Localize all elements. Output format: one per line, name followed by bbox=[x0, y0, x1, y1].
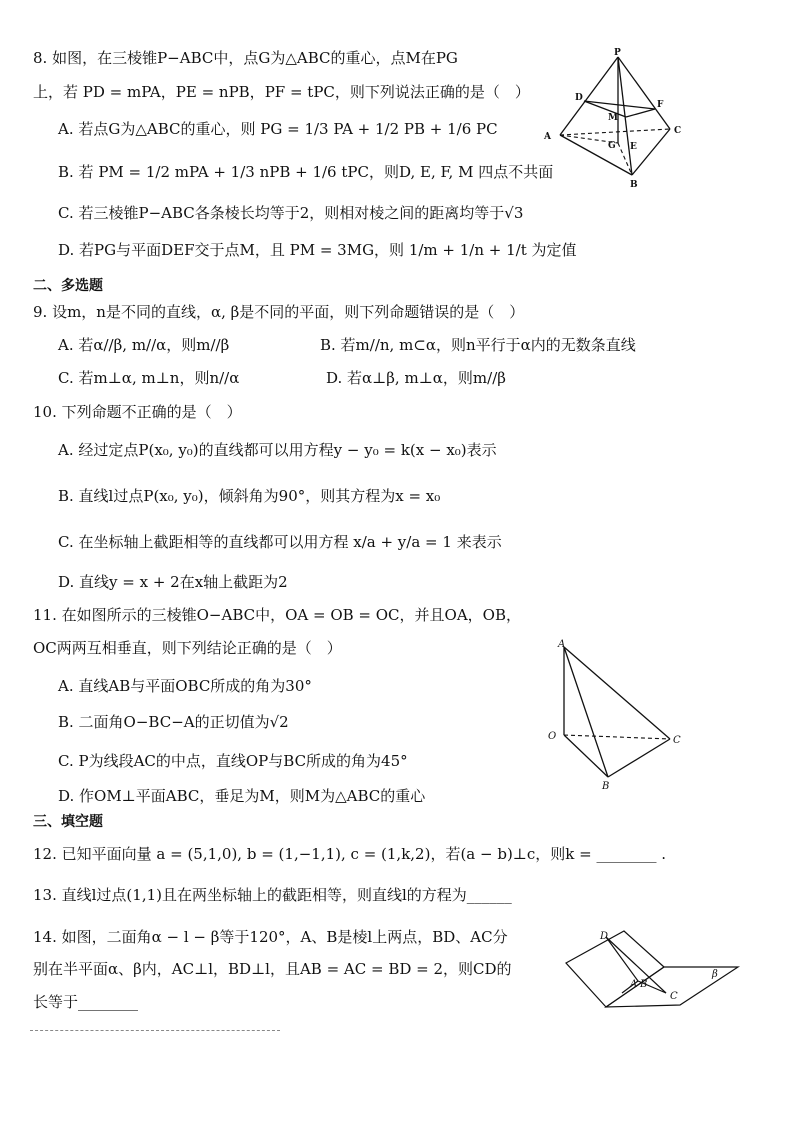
q11-option-d: D. 作OM⊥平面ABC，垂足为M，则M为△ABC的重心 bbox=[58, 787, 426, 805]
q12-text: 12. 已知平面向量 a = (5,1,0), b = (1,−1,1), c = (1,k,2)，若(a − b)⊥c，则k = ________ . bbox=[33, 845, 667, 863]
q13-text: 13. 直线l过点(1,1)且在两坐标轴上的截距相等，则直线l的方程为______ bbox=[33, 886, 512, 904]
q14-dihedral-figure bbox=[562, 925, 742, 1015]
q10-option-d: D. 直线y = x + 2在x轴上截距为2 bbox=[58, 573, 288, 591]
q8-label-g: G bbox=[608, 141, 616, 151]
q8-tetrahedron-figure bbox=[540, 45, 690, 190]
q11-label-c: C bbox=[673, 735, 681, 746]
q11-stem-line2: OC两两互相垂直，则下列结论正确的是（ ） bbox=[33, 639, 342, 657]
q8-option-c: C. 若三棱锥P−ABC各条棱长均等于2，则相对棱之间的距离均等于√3 bbox=[58, 204, 524, 222]
q9-stem: 9. 设m，n是不同的直线，α, β是不同的平面，则下列命题错误的是（ ） bbox=[33, 303, 525, 321]
q8-option-b: B. 若 PM = 1/2 mPA + 1/3 nPB + 1/6 tPC，则D, E, F, M 四点不共面 bbox=[58, 163, 554, 181]
q11-label-o: O bbox=[548, 731, 557, 742]
section-fill-in-heading: 三、填空题 bbox=[33, 814, 103, 830]
q11-option-a: A. 直线AB与平面OBC所成的角为30° bbox=[58, 677, 312, 695]
q11-stem-line1: 11. 在如图所示的三棱锥O−ABC中，OA = OB = OC，并且OA，OB， bbox=[33, 606, 521, 624]
q14-label-c: C bbox=[670, 991, 678, 1002]
q8-stem-line1: 8. 如图，在三棱锥P−ABC中，点G为△ABC的重心，点M在PG bbox=[33, 49, 458, 67]
q14-label-d: D bbox=[600, 931, 609, 942]
q9-option-d: D. 若α⊥β, m⊥α，则m//β bbox=[326, 369, 506, 387]
q14-line1: 14. 如图，二面角α − l − β等于120°，A、B是棱l上两点，BD、AC分 bbox=[33, 928, 508, 946]
q14-label-beta: β bbox=[712, 969, 718, 980]
bottom-divider bbox=[30, 1030, 280, 1031]
q9-option-b: B. 若m//n, m⊂α，则n平行于α内的无数条直线 bbox=[320, 336, 636, 354]
q11-label-b: B bbox=[602, 781, 610, 792]
q11-option-c: C. P为线段AC的中点，直线OP与BC所成的角为45° bbox=[58, 752, 408, 770]
q8-label-c: C bbox=[674, 126, 682, 136]
q8-stem-line2: 上，若 PD = mPA，PE = nPB，PF = tPC，则下列说法正确的是（ ） bbox=[33, 83, 530, 101]
q14-line3: 长等于________ bbox=[33, 993, 139, 1011]
q8-label-e: E bbox=[630, 142, 637, 152]
q11-tetrahedron-figure bbox=[540, 635, 690, 795]
q10-option-c: C. 在坐标轴上截距相等的直线都可以用方程 x/a + y/a = 1 来表示 bbox=[58, 533, 502, 551]
q8-label-a: A bbox=[544, 132, 551, 142]
q9-option-a: A. 若α//β, m//α，则m//β bbox=[58, 336, 230, 354]
q8-label-p: P bbox=[614, 48, 621, 58]
q8-label-b: B bbox=[630, 180, 638, 190]
section-multiple-choice-heading: 二、多选题 bbox=[33, 278, 103, 294]
q11-option-b: B. 二面角O−BC−A的正切值为√2 bbox=[58, 713, 289, 731]
q8-label-m: M bbox=[608, 113, 618, 123]
q8-option-a: A. 若点G为△ABC的重心，则 PG = 1/3 PA + 1/2 PB + 1/6 PC bbox=[58, 120, 498, 138]
q10-option-b: B. 直线l过点P(x₀, y₀)，倾斜角为90°，则其方程为x = x₀ bbox=[58, 487, 441, 505]
q14-line2: 别在半平面α、β内，AC⊥l，BD⊥l，且AB = AC = BD = 2，则CD的 bbox=[33, 960, 512, 978]
q8-label-d: D bbox=[575, 93, 583, 103]
q14-label-b: B bbox=[640, 979, 648, 990]
q9-option-c: C. 若m⊥α, m⊥n，则n//α bbox=[58, 369, 240, 387]
q10-option-a: A. 经过定点P(x₀, y₀)的直线都可以用方程y − y₀ = k(x − x₀)表示 bbox=[58, 441, 497, 459]
q8-option-d: D. 若PG与平面DEF交于点M，且 PM = 3MG，则 1/m + 1/n + 1/t 为定值 bbox=[58, 241, 577, 259]
q10-stem: 10. 下列命题不正确的是（ ） bbox=[33, 403, 242, 421]
q11-label-a: A bbox=[558, 639, 566, 650]
q8-label-f: F bbox=[657, 100, 664, 110]
q14-label-a: A bbox=[630, 979, 638, 990]
